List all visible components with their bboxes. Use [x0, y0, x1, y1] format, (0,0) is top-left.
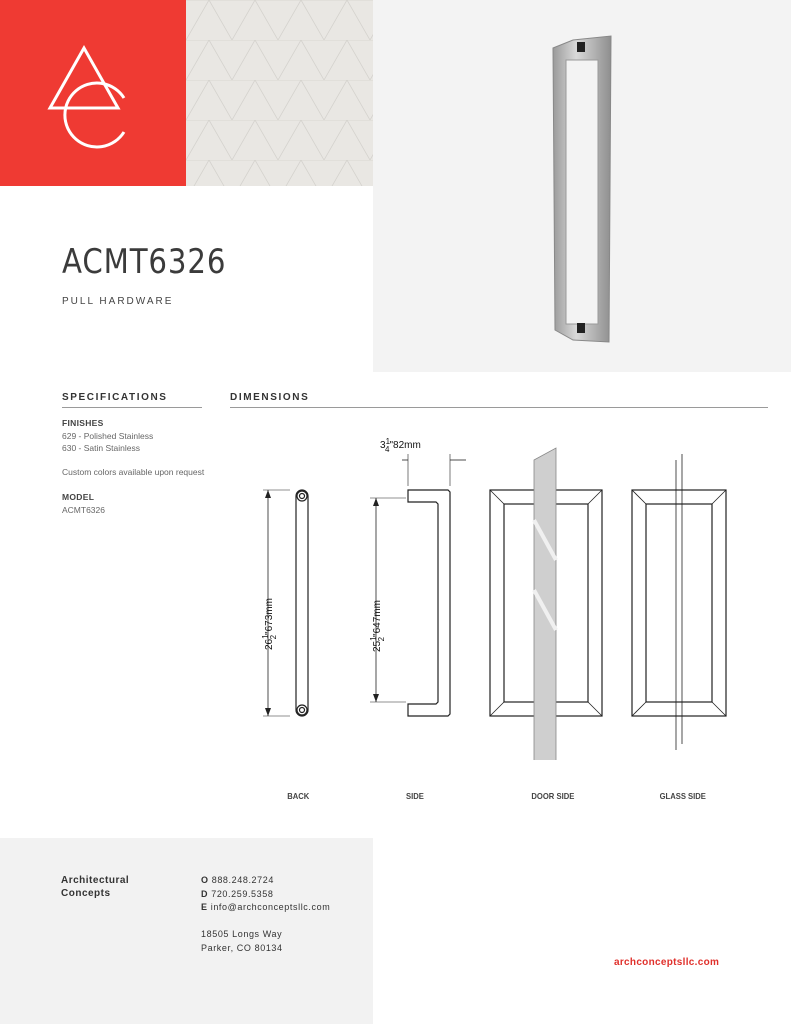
website-link[interactable]: archconceptsllc.com — [614, 957, 720, 968]
dimension-drawings — [230, 420, 775, 760]
view-label-side: SIDE — [405, 791, 424, 801]
finish-629: 629 - Polished Stainless — [62, 431, 154, 441]
address-line1: 18505 Longs Way — [201, 929, 283, 939]
product-model-title: ACMT6326 — [62, 242, 227, 282]
brand-logo-block — [0, 0, 186, 186]
custom-colors-note: Custom colors available upon request — [62, 467, 205, 477]
email-line — [201, 901, 330, 915]
view-label-back: BACK — [287, 791, 310, 801]
finishes-label: FINISHES — [62, 418, 104, 428]
address-block — [201, 928, 283, 955]
product-category: PULL HARDWARE — [62, 296, 174, 307]
logo-c-arc — [65, 83, 124, 147]
direct-phone[interactable]: 720.259.5358 — [211, 888, 274, 899]
address-line2: Parker, CO 80134 — [201, 942, 283, 953]
company-name-line2: Concepts — [61, 888, 111, 899]
side-view-drawing — [370, 454, 466, 716]
office-phone-line — [201, 874, 330, 888]
direct-phone-line — [201, 888, 330, 902]
view-label-glass-side: GLASS SIDE — [659, 791, 706, 801]
contact-block — [201, 874, 330, 915]
office-prefix: O — [201, 875, 209, 885]
footer-panel — [0, 838, 373, 1024]
dimensions-heading: DIMENSIONS — [230, 392, 310, 403]
model-value: ACMT6326 — [62, 505, 105, 515]
dimensions-rule — [230, 407, 768, 408]
glass-side-view-drawing — [632, 454, 726, 750]
product-photo — [373, 0, 791, 372]
office-phone[interactable]: 888.248.2724 — [211, 875, 274, 885]
decorative-pattern — [186, 0, 373, 186]
email-prefix: E — [201, 902, 208, 912]
email-link[interactable]: info@archconceptsllc.com — [210, 902, 331, 912]
pull-handle-image — [373, 0, 791, 372]
projection-dimension: $3^1$ 4"82mm — [380, 437, 421, 454]
ac-logo — [0, 0, 186, 186]
side-length-dimension: $25^12"647mm$ — [369, 600, 386, 652]
logo-triangle — [50, 48, 118, 108]
finish-630: 630 - Satin Stainless — [62, 443, 140, 453]
model-label: MODEL — [62, 492, 95, 502]
company-name — [61, 874, 129, 900]
direct-prefix: D — [201, 888, 209, 899]
company-name-line1: Architectural — [61, 875, 130, 886]
door-side-view-drawing — [490, 448, 602, 760]
specifications-rule — [62, 407, 202, 408]
specifications-heading: SPECIFICATIONS — [62, 392, 168, 403]
view-label-door-side: DOOR SIDE — [531, 791, 575, 801]
back-length-dimension: $26^12"673mm$ — [261, 598, 278, 650]
